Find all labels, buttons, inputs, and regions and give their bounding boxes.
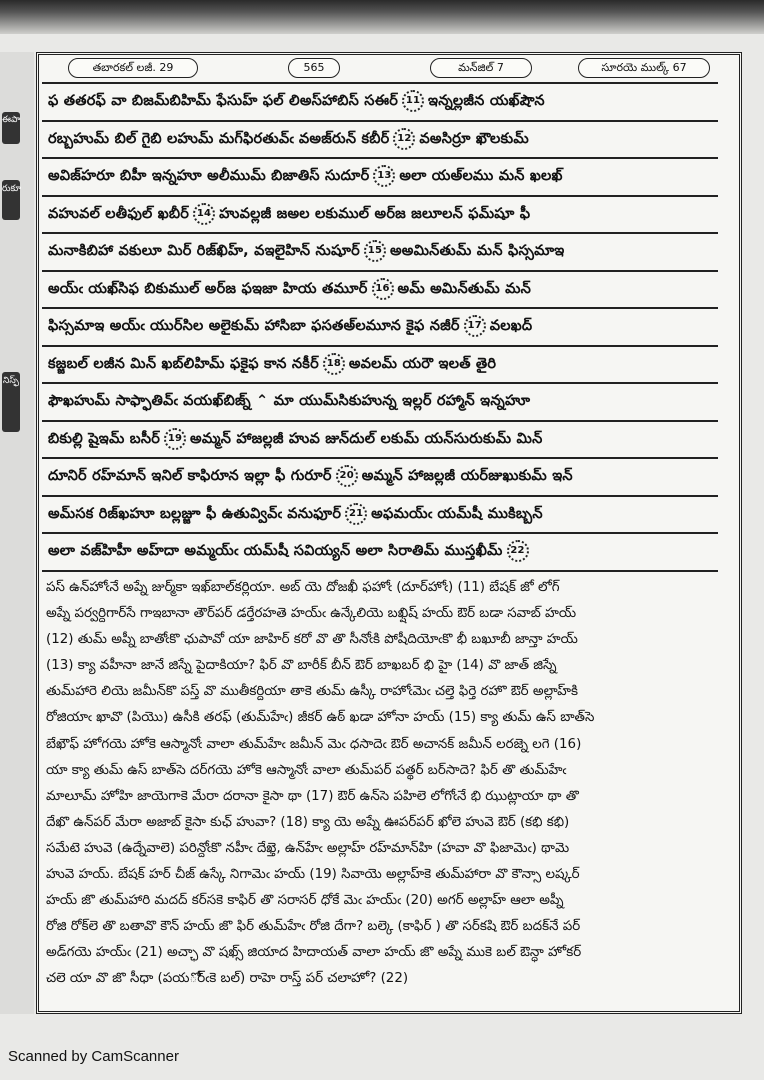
verse-line: [42, 309, 718, 347]
translation-line: సమేటె హువె (ఉద్నేవాలె) పరిన్దోఁకొ నహీఁ దేఖ్తె, ఉన్‌హేఁ అల్లాహ్ రహ్‌మాన్‌హి (హవా వొ ఫిజామెఁ) థామె: [46, 840, 570, 856]
margin-mark-mid: రుకూ: [2, 180, 20, 220]
verse-text: ఫిస్సమాఇ అయ్‌ఁ యుర్‌సిల అలైకుమ్ హాసిబా ఫసతఅ్‌లమూన కైఫ నజీర్: [48, 318, 460, 334]
manzil-label: మన్‌జిల్ 7: [430, 58, 532, 78]
verse-line: [42, 197, 718, 235]
translation-line: (12) తుమ్ అప్నీ బాతోఁకొ ఛుపావో యా జాహిర్ కరో వొ తొ సీనోఁకి పోషీదియోఁకొ భీ బఖూబీ జాన్తా హయ్: [46, 632, 578, 648]
verse-number-marker: 15: [364, 240, 386, 262]
verse-text: బికుల్లి షైఇమ్ బసీర్: [48, 430, 161, 447]
verse-text: ఫౌఖహుమ్ సాఫ్ఫాతివ్‌ఁ వయఖ్‌బిజ్న్ ⌃ మా యుమ్‌సికుహున్న ఇల్లర్ రహ్మాన్ ఇన్నహూ: [48, 393, 531, 409]
left-margin: [0, 52, 34, 1014]
verse-text: వఅసిర్రూ ఖౌలకుమ్: [419, 130, 529, 147]
translation-line: యా క్యా తుమ్ ఉస్ బాత్‌సె దర్‌గయె హోకె ఆస్మానోఁ వాలా తుమ్‌పర్ పత్థర్ బర్‌సాదె? ఫిర్ తొ తుమ్‌హేఁ: [46, 762, 567, 778]
page-number: 565: [288, 58, 340, 78]
translation-line: తుమ్‌హారె లియె జమీన్‌కొ పస్త్ వొ ముతీకర్దియా తాకె తుమ్ ఉస్కీ రాహోఁమెఁ చల్తె ఫిర్తె రహొ ఔర్ అల్లాహ్‌కి: [46, 684, 578, 700]
verse-number-marker: 16: [372, 278, 394, 300]
verse-line: [42, 384, 718, 422]
verse-number-marker: 18: [323, 353, 345, 375]
verse-number-marker: 13: [373, 165, 395, 187]
verse-line: [42, 534, 718, 572]
verse-number-marker: 22: [507, 540, 529, 562]
verse-text: అవలమ్ యరౌ ఇలత్ తైరి: [348, 355, 497, 372]
verse-line: [42, 347, 718, 385]
verse-line: [42, 159, 718, 197]
verse-text: అమ్‌సక రిజ్‌ఖహూ బల్లజ్జూ ఫీ ఉతువ్వివ్‌ఁ వనుఫూర్: [48, 505, 342, 522]
translation-line: అడ్‌గయె హయ్‌ఁ (21) అచ్ఛా వొ షఖ్స్ జియాద హిదాయత్ వాలా హయ్ జొ అప్నే ముకె బల్ ఔన్ధా హోకర్: [46, 945, 582, 961]
verse-text: ఇన్నల్లజీన యఖ్‌షౌన: [428, 93, 545, 109]
translation-line: హువె హయ్. బేషక్ హర్ చీజ్ ఉస్కే నిగామెఁ హయ్ (19) సివాయె అల్లాహ్‌కె తుమ్‌హారా వొ కౌన్సా లష్కర్: [46, 867, 580, 883]
verse-line: [42, 459, 718, 497]
translation-line: రోజి రోక్‌లె తొ బతావొ కౌన్ హయ్ జొ ఫిర్ తుమ్‌హేఁ రోజి దేగా? బల్కె (కాఫిర్ ) తొ సర్‌కషి ఔర్ బదక్‌నే పర్: [46, 919, 581, 935]
verse-text: ఫ తతరఫ్ వా బిజమ్‌బిహిమ్ ఫేసుహ్ ఫల్ లిఅస్‌హాబిస్ సఈర్: [48, 93, 399, 109]
verse-line: [42, 497, 718, 535]
scanner-watermark: Scanned by CamScanner: [8, 1048, 179, 1065]
verse-number-marker: 12: [393, 128, 415, 150]
translation-line: మాలూమ్ హోహి జాయెగాకె మేరా దరానా కైసా థా (17) ఔర్ ఉన్‌సె పహిలె లోగోఁనే భి ఝుట్లాయా థా తొ: [46, 788, 579, 804]
verse-line: [42, 422, 718, 460]
verse-text: రబ్బహుమ్ బిల్ గైబి లహుమ్ మగ్‌ఫిరతువ్‌ఁ వఅజ్‌రున్ కబీర్: [48, 130, 390, 147]
translation-line: పస్ ఉన్‌హోఁనే అప్నే జుర్మ్‌కా ఇఖ్‌బాల్‌కర్లియా. అబ్ యె దోజఖీ ఫహోఁ (దూర్‌హోఁ) (11) బేషక్ జో లోగ్: [46, 580, 560, 595]
verse-number-marker: 19: [164, 428, 186, 450]
translation-line: హయ్ జొ తుమ్‌హారి మదద్ కర్‌సకె కాఫిర్ తొ సరాసర్ ధోకే మెఁ హయ్‌ఁ (20) అగర్ అల్లాహ్ ఆలా అప్నీ: [46, 893, 564, 909]
scan-edge: [0, 0, 764, 34]
surah-label: సూరయె ముల్క్ 67: [578, 58, 710, 78]
verse-text: అవిజ్‌హరూ బిహీ ఇన్నహూ అలీముమ్ బిజాతిస్ సుదూర్: [48, 168, 370, 184]
verse-text: వలఖద్: [489, 318, 533, 334]
verse-line: [42, 272, 718, 310]
verse-line: [42, 84, 718, 122]
verse-text: కజ్జబల్ లజీన మిన్ ఖబ్‌లిహిమ్ ఫకైఫ కాన నకీర్: [48, 355, 319, 372]
verse-number-marker: 21: [345, 503, 367, 525]
verse-text: అమ్మన్ హాజల్లజీ యర్‌జుఖుకుమ్ ఇన్: [361, 468, 573, 484]
verse-text: మనాకిబిహా వకులూ మిర్ రిజ్‌ఖిహ్, వఇలైహిన్ నుషూర్: [48, 243, 360, 259]
verse-transliteration-block: [42, 82, 718, 572]
verse-text: అమ్ అమిన్‌తుమ్ మన్: [397, 280, 532, 297]
translation-line: దేఖొ ఉన్‌పర్ మేరా అజాబ్ కైసా కుఛ్ హువా? (18) క్యా యె అప్నే ఊపర్‌పర్ ఖోలె హువె ఔర్ (కభి కభి): [46, 814, 570, 830]
translation-line: అప్నే పర్వర్దిగార్‌సే గాఇబానా తౌర్‌పర్ డర్తేరహతె హయ్‌ఁ ఉన్కేలియె బఖ్షిష్ హయ్ ఔర్ బడా సవాబ్ హయ్: [46, 606, 577, 622]
verse-text: హువల్లజీ జఅల లకుముల్ అర్‌జ జలూలన్ ఫమ్‌షూ ఫీ: [219, 205, 531, 222]
verse-number-marker: 11: [402, 90, 424, 112]
verse-line: [42, 122, 718, 160]
translation-line: (13) క్యా వహీనా జానే జిస్నే పైదాకియా? ఫిర్ వొ బారీక్ బీన్ ఔర్ బాఖబర్ భి హై (14) వొ జాత్ జిస్నే: [46, 658, 557, 674]
margin-mark-top: ఈపా: [2, 112, 20, 144]
verse-text: దూనిర్ రహ్‌మాన్ ఇనిల్ కాఫిరూన ఇల్లా ఫీ గురూర్: [48, 468, 332, 484]
margin-mark-lower: నిస్ఫ్: [2, 372, 20, 432]
verse-number-marker: 17: [464, 315, 486, 337]
translation-line: బేఖౌఫ్ హోగయె హోకె ఆస్మానోఁ వాలా తుమ్‌హేఁ జమీన్ మెఁ ధసాదెఁ ఔర్ అచానక్ జమీన్ లరజ్నె లగె (16): [46, 736, 582, 752]
translation-line: చలె యా వొ జొ సీధా (పయర్‌ోఁకె బల్) రాహె రాస్త్ పర్ చలాహో? (22): [46, 971, 409, 987]
translation-block: [42, 575, 718, 993]
verse-text: వహువల్ లతీఫుల్ ఖబీర్: [48, 205, 190, 222]
verse-text: అయ్‌ఁ యఖ్‌సిఫ బికుముల్ అర్‌జ ఫఇజా హియ తమూర్: [48, 280, 368, 297]
verse-number-marker: 20: [336, 465, 358, 487]
verse-text: అఫమయ్‌ఁ యమ్‌షీ ముకిబ్బన్: [371, 505, 543, 522]
verse-text: అఅమిన్‌తుమ్ మన్ ఫిస్సమాఇ: [389, 243, 565, 259]
page-header: [48, 56, 728, 78]
verse-text: అమ్మన్ హాజల్లజీ హువ జున్‌దుల్ లకుమ్ యన్‌సురుకుమ్ మిన్: [190, 430, 543, 447]
verse-line: [42, 234, 718, 272]
juz-label: తబారకల్ లజీ. 29: [68, 58, 198, 78]
verse-text: అలా వజ్‌హిహీ అహ్‌దా అమ్మయ్‌ఁ యమ్‌షీ సవియ్యన్ అలా సిరాతిమ్ ముస్తఖీమ్: [48, 543, 503, 559]
verse-number-marker: 14: [193, 203, 215, 225]
translation-line: రోజియాఁ ఖావొ (పియొ) ఉసీకి తరఫ్ (తుమ్‌హేఁ) జీకర్ ఉఠ్ ఖడా హోనా హయ్ (15) క్యా తుమ్ ఉస్ బాత్‌సె: [46, 710, 595, 726]
verse-text: అలా యఅ్‌లము మన్ ఖలఖ్: [399, 168, 563, 184]
